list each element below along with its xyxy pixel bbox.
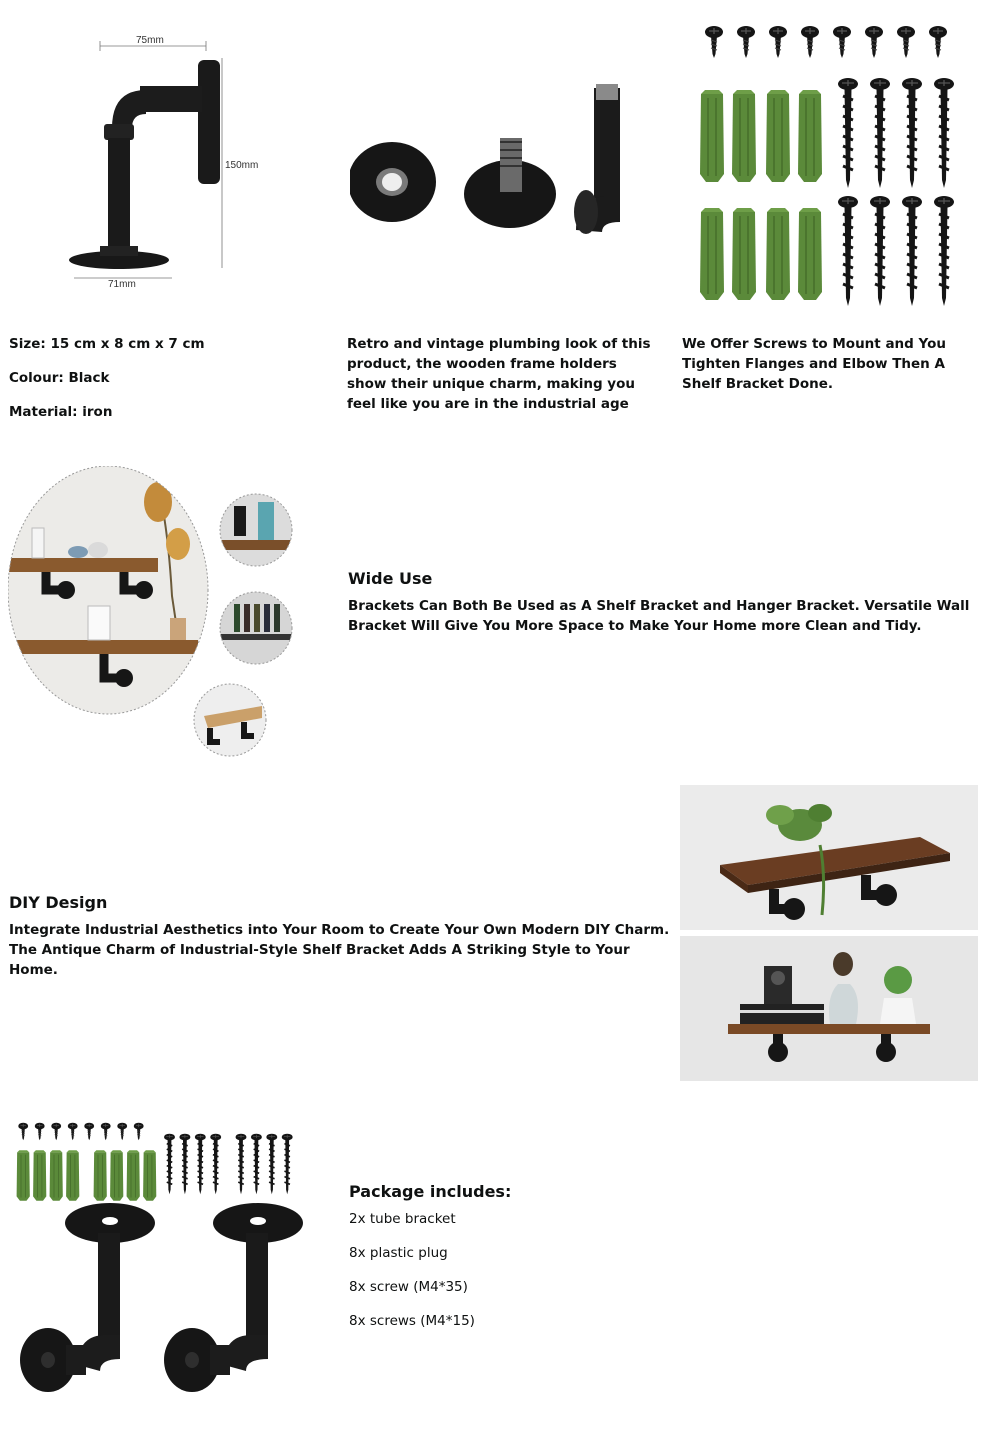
spec-size: Size: 15 cm x 8 cm x 7 cm <box>9 336 205 352</box>
diy-body: Integrate Industrial Aesthetics into Your Room to Create Your Own Modern DIY Charm. The Antique Charm of Industrial-Style Shelf Bracket Adds A Striking Style to Your Home. <box>9 922 670 978</box>
dim-width-bottom: 71mm <box>108 279 136 290</box>
package-item: 8x plastic plug <box>349 1245 448 1261</box>
diy-photo-top <box>680 785 978 930</box>
parts-image <box>350 82 640 242</box>
screws-and-plugs-image <box>690 22 970 308</box>
wide-use-title: Wide Use <box>348 569 433 588</box>
wide-use-body: Brackets Can Both Be Used as A Shelf Bracket and Hanger Bracket. Versatile Wall Bracket Will Give You More Space to Make Your Home more Clean and Tidy. <box>348 598 970 634</box>
diy-title: DIY Design <box>9 893 108 912</box>
package-item: 2x tube bracket <box>349 1211 456 1227</box>
package-contents-image <box>10 1115 310 1415</box>
dim-width-top: 75mm <box>136 35 164 46</box>
dimension-diagram <box>60 28 280 298</box>
package-item: 8x screws (M4*15) <box>349 1313 475 1329</box>
dim-height: 150mm <box>225 160 259 171</box>
vintage-description: Retro and vintage plumbing look of this product, the wooden frame holders show their unique charm, making you feel like you are in the industrial age <box>347 336 651 412</box>
wide-use-image <box>8 466 308 762</box>
mounting-description: We Offer Screws to Mount and You Tighten Flanges and Elbow Then A Shelf Bracket Done. <box>682 336 946 392</box>
spec-colour: Colour: Black <box>9 370 110 386</box>
package-title: Package includes: <box>349 1182 512 1201</box>
spec-material: Material: iron <box>9 404 113 420</box>
package-item: 8x screw (M4*35) <box>349 1279 468 1295</box>
diy-photo-bottom <box>680 936 978 1081</box>
